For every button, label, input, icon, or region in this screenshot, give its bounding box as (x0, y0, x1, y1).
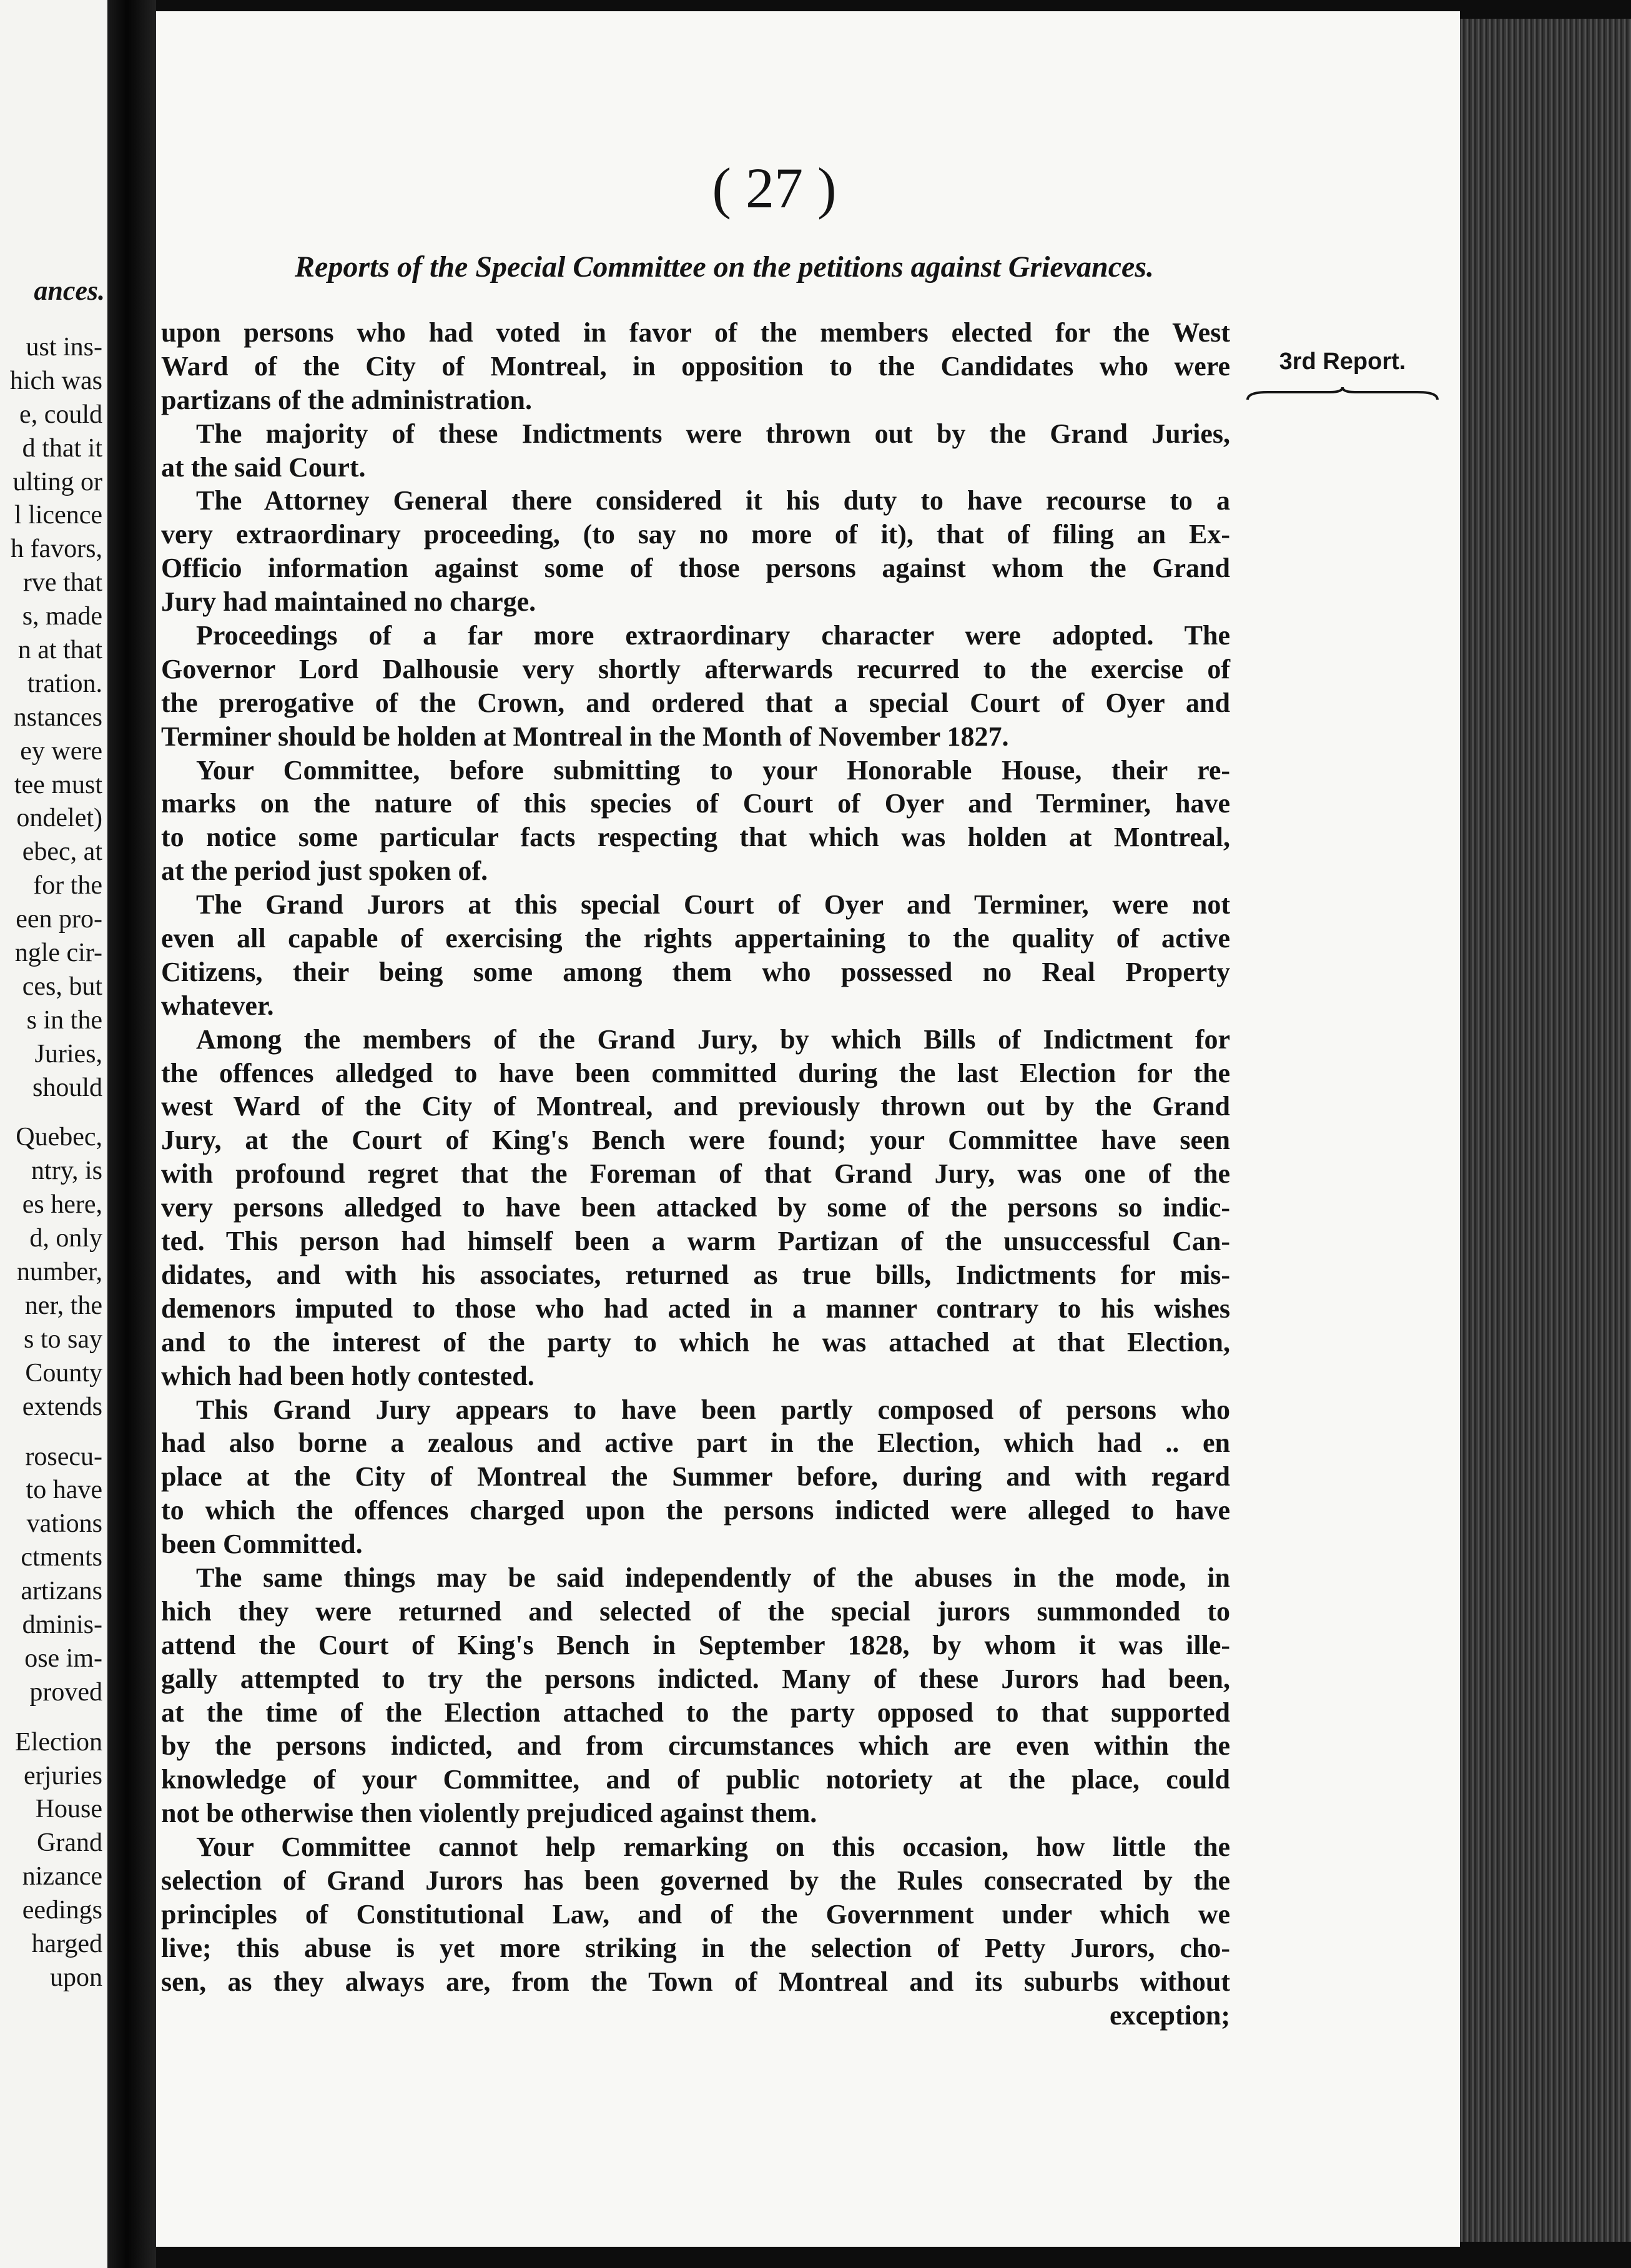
body-line: Jury had maintained no charge. (161, 586, 536, 618)
body-line: to which the offences charged upon the persons indicted were alleged to have (161, 1495, 1230, 1526)
left-page-heading: ances. (34, 275, 105, 306)
left-page-line: upon (50, 1963, 102, 1992)
body-line: The Attorney General there considered it his duty to have recourse to a (196, 485, 1230, 516)
left-page-line: ey were (20, 736, 102, 766)
left-page-line: nizance (22, 1862, 102, 1891)
left-page-line: l licence (14, 501, 102, 530)
body-line: The Grand Jurors at this special Court of Oyer and Terminer, were not (196, 889, 1230, 920)
left-page-line: een pro- (16, 905, 102, 934)
body-line: Your Committee cannot help remarking on this occasion, how little the (196, 1832, 1230, 1863)
body-line: had also borne a zealous and active part in the Election, which had .. en (161, 1427, 1230, 1459)
left-facing-page (0, 0, 107, 2268)
body-line: at the time of the Election attached to the party opposed to that supported (161, 1697, 1230, 1728)
left-page-line: s in the (26, 1005, 102, 1035)
body-line: at the said Court. (161, 451, 366, 483)
body-line: gally attempted to try the persons indicted. Many of these Jurors had been, (161, 1663, 1230, 1694)
body-line: demenors imputed to those who had acted in a manner contrary to his wishes (161, 1293, 1230, 1324)
left-page-line: rve that (22, 568, 102, 598)
left-page-line: ondelet) (16, 804, 102, 833)
body-line: hich they were returned and selected of the special jurors summonded to (161, 1595, 1230, 1627)
left-page-line: s to say (24, 1324, 102, 1354)
left-page-line: hich was (9, 366, 102, 395)
left-page-line: extends (22, 1392, 102, 1421)
left-page-line: number, (16, 1258, 102, 1287)
body-line: Terminer should be holden at Montreal in the Month of November 1827. (161, 721, 1009, 752)
body-line: at the period just spoken of. (161, 855, 488, 887)
body-line: Your Committee, before submitting to your Honorable House, their re- (196, 754, 1230, 786)
body-line: been Committed. (161, 1529, 363, 1560)
left-page-line: should (32, 1073, 102, 1102)
running-head: Reports of the Special Committee on the petitions against Grievances. (295, 250, 1154, 284)
body-line: attend the Court of King's Bench in September 1828, by whom it was ille- (161, 1629, 1230, 1660)
left-page-lines (0, 331, 102, 1995)
left-page-line: vations (26, 1509, 102, 1539)
left-page-line: for the (33, 871, 102, 900)
left-page-line: Grand (37, 1828, 102, 1858)
body-line: the prerogative of the Crown, and ordered that a special Court of Oyer and (161, 687, 1230, 718)
left-page-line: d that it (22, 433, 102, 463)
margin-brace-icon (1243, 386, 1442, 405)
left-page-line: h favors, (11, 535, 102, 564)
left-page-line: artizans (21, 1577, 102, 1606)
left-page-line: tee must (14, 770, 102, 799)
body-line: knowledge of your Committee, and of public notoriety at the place, could (161, 1764, 1230, 1795)
body-line: whatever. (161, 990, 274, 1021)
body-line: sen, as they always are, from the Town of Montreal and its suburbs without (161, 1966, 1230, 1997)
body-line: exception; (1109, 1999, 1230, 2031)
left-page-line: e, could (19, 400, 102, 429)
left-page-line: n at that (17, 636, 102, 665)
page-number: ( 27 ) (712, 156, 837, 220)
body-line: with profound regret that the Foreman of that Grand Jury, was one of the (161, 1158, 1230, 1190)
main-page (156, 11, 1460, 2247)
left-page-line: to have (26, 1476, 102, 1505)
left-page-line: ngle cir- (14, 939, 102, 968)
body-line: which had been hotly contested. (161, 1360, 535, 1391)
body-line: live; this abuse is yet more striking in the selection of Petty Jurors, cho- (161, 1932, 1230, 1963)
body-line: very extraordinary proceeding, (to say no more of it), that of filing an Ex- (161, 519, 1230, 550)
left-page-line: proved (29, 1677, 102, 1707)
body-line: marks on the nature of this species of Court of Oyer and Terminer, have (161, 788, 1230, 819)
body-line: to notice some particular facts respecting that which was holden at Montreal, (161, 822, 1230, 853)
left-page-line (0, 1105, 102, 1121)
left-page-line: ntry, is (31, 1156, 102, 1186)
left-page-line: County (25, 1358, 102, 1388)
body-line: Officio information against some of those persons against whom the Grand (161, 553, 1230, 584)
left-page-line: ust ins- (26, 333, 102, 362)
body-line: selection of Grand Jurors has been governed by the Rules consecrated by the (161, 1865, 1230, 1896)
left-page-line: Juries, (34, 1039, 102, 1068)
left-page-line: ces, but (22, 972, 102, 1001)
body-line: west Ward of the City of Montreal, and previously thrown out by the Grand (161, 1091, 1230, 1122)
left-page-line: ctments (21, 1543, 102, 1572)
body-text (156, 316, 1230, 2032)
body-line: upon persons who had voted in favor of the members elected for the West (161, 317, 1230, 348)
left-page-line: erjuries (24, 1761, 102, 1790)
left-page-line: d, only (29, 1224, 102, 1253)
body-line: not be otherwise then violently prejudiced against them. (161, 1798, 817, 1829)
body-line: Jury, at the Court of King's Bench were found; your Committee have seen (161, 1125, 1230, 1156)
body-line: Among the members of the Grand Jury, by which Bills of Indictment for (196, 1023, 1230, 1055)
left-page-line: dminis- (22, 1610, 102, 1639)
left-page-line: eedings (22, 1896, 102, 1925)
body-line: The same things may be said independently of the abuses in the mode, in (196, 1562, 1230, 1593)
page-edge-stack (1460, 19, 1631, 2242)
body-line: ted. This person had himself been a warm Partizan of the unsuccessful Can- (161, 1226, 1230, 1257)
body-line: partizans of the administration. (161, 384, 532, 415)
body-line: Governor Lord Dalhousie very shortly afterwards recurred to the exercise of (161, 653, 1230, 684)
left-page-line: House (35, 1795, 102, 1824)
left-page-line: tration. (27, 669, 102, 698)
body-line: Ward of the City of Montreal, in opposition to the Candidates who were (161, 350, 1230, 382)
left-page-line: Quebec, (16, 1123, 102, 1152)
left-page-line: ulting or (12, 467, 102, 496)
left-page-line: ose im- (24, 1644, 102, 1673)
left-page-line: rosecu- (25, 1442, 102, 1471)
left-page-line: es here, (22, 1190, 102, 1220)
book-gutter (107, 0, 156, 2268)
left-page-line: s, made (22, 602, 102, 631)
left-page-line: ebec, at (22, 837, 102, 867)
left-page-line (0, 1424, 102, 1441)
body-line: The majority of these Indictments were thrown out by the Grand Juries, (196, 418, 1230, 449)
body-line: and to the interest of the party to which he was attached at that Election, (161, 1326, 1230, 1358)
body-line: by the persons indicted, and from circumstances which are even within the (161, 1730, 1230, 1762)
body-line: This Grand Jury appears to have been partly composed of persons who (196, 1394, 1230, 1425)
body-line: even all capable of exercising the rights appertaining to the quality of active (161, 923, 1230, 954)
body-line: very persons alledged to have been attacked by some of the persons so indic- (161, 1192, 1230, 1223)
left-page-line: nstances (13, 703, 102, 732)
left-page-line (0, 1710, 102, 1726)
body-line: principles of Constitutional Law, and of the Government under which we (161, 1898, 1230, 1930)
body-line: the offences alledged to have been committed during the last Election for the (161, 1057, 1230, 1088)
left-page-line: ner, the (24, 1291, 102, 1320)
body-line: Citizens, their being some among them who possessed no Real Property (161, 956, 1230, 987)
body-line: didates, and with his associates, returned as true bills, Indictments for mis- (161, 1259, 1230, 1290)
body-line: Proceedings of a far more extraordinary character were adopted. The (196, 620, 1230, 651)
left-page-line: Election (15, 1727, 102, 1757)
margin-note: 3rd Report. (1279, 348, 1406, 375)
left-page-line: harged (31, 1929, 102, 1958)
body-line: place at the City of Montreal the Summer before, during and with regard (161, 1461, 1230, 1492)
